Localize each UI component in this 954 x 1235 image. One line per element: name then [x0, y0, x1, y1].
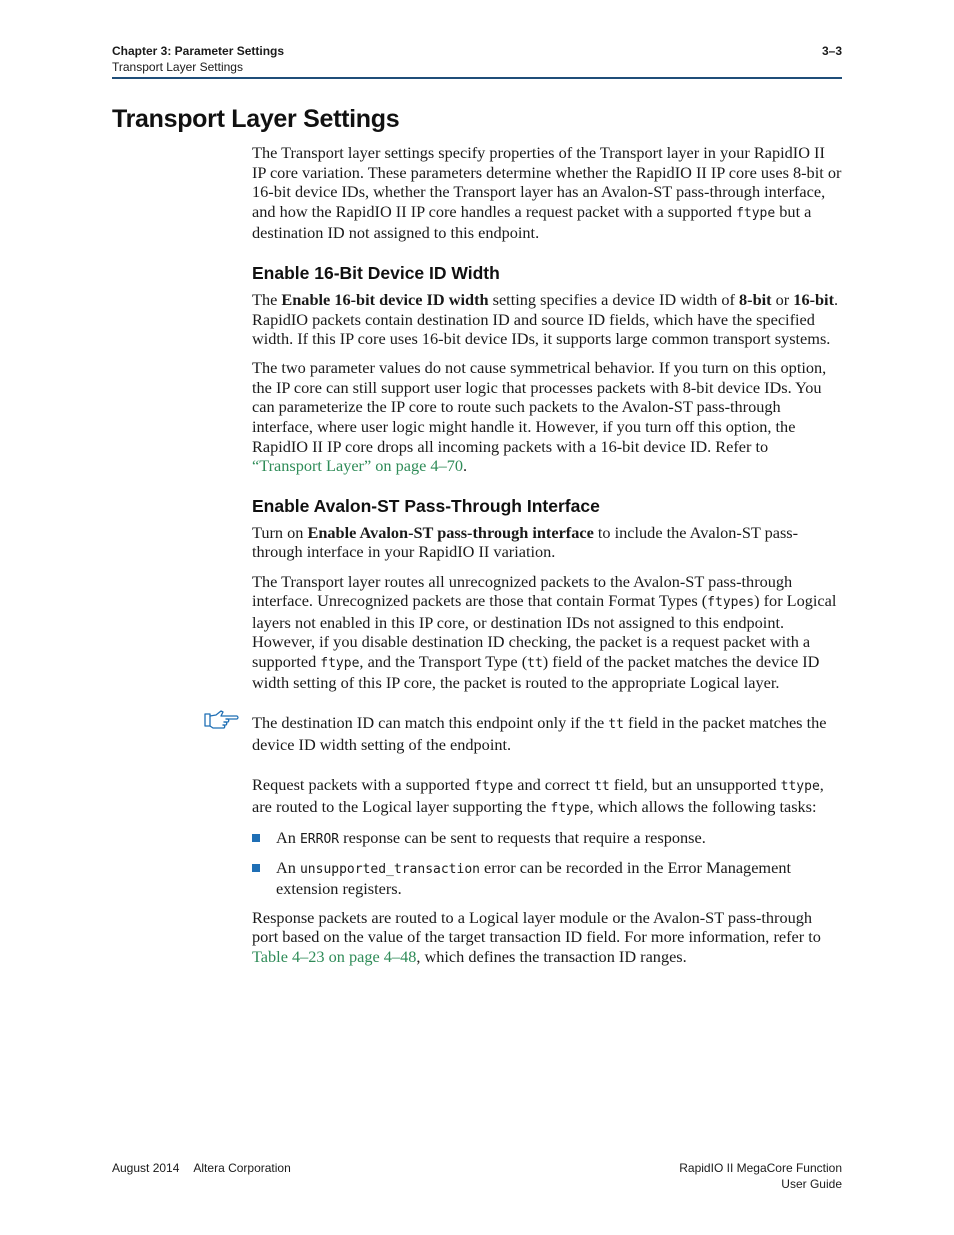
- section-heading-device-id: Enable 16-Bit Device ID Width: [252, 262, 500, 283]
- header-section: Transport Layer Settings: [112, 60, 243, 74]
- bullet-square-icon: [252, 834, 260, 842]
- footer-date: August 2014: [112, 1161, 180, 1175]
- footer-company: Altera Corporation: [193, 1161, 291, 1175]
- page-header: [112, 43, 842, 75]
- paragraph: The Transport layer routes all unrecognized packets to the Avalon-ST pass-through interface. Unrecognized packets are those that contain Format Types (ftypes) for Logical layers not enabled in this IP core, or destination IDs not assigned to this endpoint. However, if you disable destination ID checking, the packet is a request packet with a supported ftype, and the Transport Type (tt) field of the packet matches the device ID width setting of this IP core, the packet is routed to the appropriate Logical layer.: [252, 571, 837, 693]
- note-text: The destination ID can match this endpoint only if the tt field in the packet matches the device ID width setting of the endpoint.: [252, 713, 827, 754]
- bullet-square-icon: [252, 864, 260, 872]
- code-ftype: ftype: [736, 205, 776, 221]
- list-item: An unsupported_transaction error can be recorded in the Error Management extension registers.: [252, 858, 842, 899]
- table-reference-link[interactable]: Table 4–23 on page 4–48: [252, 946, 417, 966]
- pointing-hand-icon: [204, 708, 240, 732]
- list-item: An ERROR response can be sent to requests that require a response.: [252, 828, 842, 850]
- section-heading-avalon-st: Enable Avalon-ST Pass-Through Interface: [252, 495, 600, 516]
- paragraph: Response packets are routed to a Logical layer module or the Avalon-ST pass-through port based on the value of the target transaction ID field. For more information, refer to Table 4–23 on page 4–48, which defines the transaction ID ranges.: [252, 907, 821, 966]
- paragraph: The Enable 16-bit device ID width setting specifies a device ID width of 8-bit or 16-bit. RapidIO packets contain destination ID and source ID fields, which have the specified width. If this IP core uses 16-bit device IDs, it supports large common transport systems.: [252, 289, 839, 349]
- main-content: [252, 143, 842, 976]
- footer-doc-type: User Guide: [781, 1177, 842, 1191]
- header-chapter: Chapter 3: Parameter Settings: [112, 44, 285, 58]
- intro-paragraph: The Transport layer settings specify properties of the Transport layer in your RapidIO II IP core variation. These parameters determine whether the RapidIO II IP core uses 8-bit or 16-bit device IDs, whether the Transport layer has an Avalon-ST pass-through interface, and how the RapidIO II IP core handles a request packet with a supported ftype but a destination ID not assigned to this endpoint.: [252, 143, 842, 243]
- paragraph: The two parameter values do not cause symmetrical behavior. If you turn on this option, the IP core can still support user logic that processes packets with 8-bit device IDs. You can parameterize the IP core to route such packets to the Avalon-ST pass-through interface, where user logic might handle it. However, if you turn off this option, the RapidIO II IP core drops all incoming packets with a 16-bit device ID. Refer to “Transport Layer” on page 4–70.: [252, 358, 827, 476]
- task-list: [252, 828, 842, 899]
- paragraph: Request packets with a supported ftype and correct tt field, but an unsupported ttype, are routed to the Logical layer supporting the ftype, which allows the following tasks:: [252, 775, 824, 816]
- paragraph: Turn on Enable Avalon-ST pass-through interface to include the Avalon-ST pass-through interface in your RapidIO II variation.: [252, 522, 799, 562]
- page-number: 3–3: [821, 44, 842, 58]
- header-rule: [112, 77, 842, 79]
- footer-product: RapidIO II MegaCore Function: [679, 1161, 842, 1175]
- page-title: Transport Layer Settings: [112, 105, 400, 133]
- transport-layer-link[interactable]: “Transport Layer” on page 4–70: [252, 456, 463, 476]
- note: [252, 713, 842, 754]
